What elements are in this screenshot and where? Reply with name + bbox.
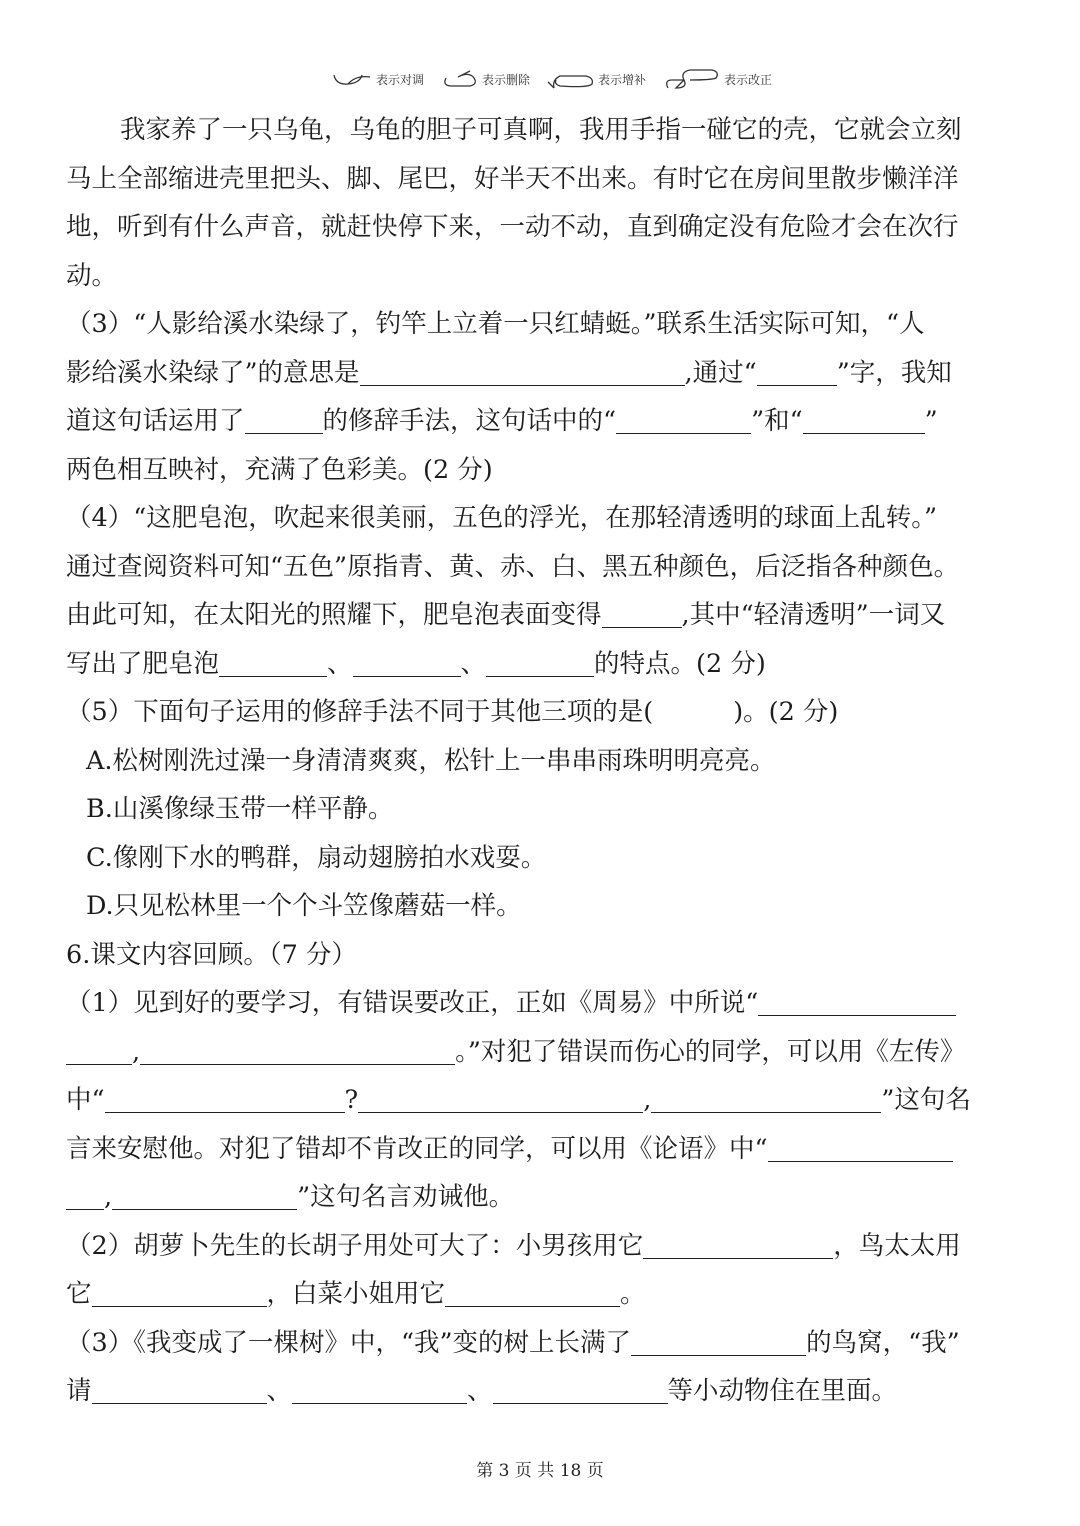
legend-delete: [440, 68, 530, 90]
insert-mark-icon: [546, 68, 596, 90]
text: 等小动物住在里面。: [667, 1376, 898, 1406]
text: 的鸟窝，“我”: [806, 1327, 960, 1358]
passage-line: 马上全部缩进壳里把头、脚、尾巴，好半天不出来。有时它在房间里散步懒洋洋: [66, 163, 959, 194]
text: 写出了肥皂泡: [66, 648, 220, 679]
question-3-stem: （3）“人影给溪水染绿了，钓竿上立着一只红蜻蜓。”联系生活实际可知，“人: [66, 309, 925, 339]
text: 、: [327, 648, 353, 679]
text: （1）见到好的要学习，有错误要改正，正如《周易》中所说“: [66, 988, 759, 1018]
text: ”字，我知: [836, 357, 952, 388]
legend-label: 表示改正: [724, 72, 773, 87]
question-6-2-line: [66, 1222, 1016, 1271]
question-6-3-line: [66, 1319, 1016, 1368]
question-3-line: [66, 349, 1016, 398]
question-4-line: 通过查阅资料可知“五色”原指青、黄、赤、白、黑五种颜色，后泛指各种颜色。: [66, 551, 960, 582]
answer-blank[interactable]: [105, 1078, 345, 1113]
text: 它: [66, 1279, 92, 1309]
text: 。: [620, 1279, 646, 1309]
answer-blank[interactable]: [292, 1369, 467, 1404]
answer-blank[interactable]: [616, 399, 751, 434]
text: ”和“: [751, 406, 803, 436]
swap-mark-icon: [330, 69, 374, 89]
passage-line: 地，听到有什么声音，就赶快停下来，一动不动，直到确定没有危险才会在次行: [66, 212, 959, 242]
answer-blank[interactable]: [66, 1030, 132, 1065]
text: 道这句话运用了: [66, 406, 245, 436]
answer-blank[interactable]: [631, 1321, 806, 1356]
question-4-line: [66, 591, 1016, 640]
answer-blank[interactable]: [757, 351, 837, 386]
text: 影给溪水染绿了”的意思是: [66, 357, 360, 388]
text: ，白菜小姐用它: [266, 1279, 446, 1309]
question-4-line: [66, 640, 1016, 689]
text: ，鸟太太用: [833, 1230, 961, 1261]
text: ,其中“轻清透明”一词又: [681, 600, 946, 630]
option-d[interactable]: D.只见松林里一个个斗笠像蘑菇一样。: [86, 891, 522, 921]
legend-label: 表示对调: [376, 72, 425, 87]
text: （5）下面句子运用的修辞手法不同于其他三项的是(: [66, 697, 654, 727]
text: 由此可知，在太阳光的照耀下，肥皂泡表面变得: [66, 600, 602, 630]
question-6-1-line: [66, 1076, 1016, 1125]
text: ,通过“: [684, 357, 757, 388]
question-6-3-line: [66, 1367, 1016, 1416]
legend-label: 表示增补: [598, 72, 647, 87]
text: 中“: [66, 1085, 105, 1115]
answer-blank[interactable]: [651, 1078, 881, 1113]
text: 、: [467, 1376, 493, 1406]
question-3-line: [66, 397, 1016, 446]
answer-blank[interactable]: [353, 642, 461, 677]
question-6-1-line: [66, 979, 1016, 1028]
text: ”: [924, 406, 938, 436]
text: 。”对犯了错误而伤心的同学，可以用《左传》: [455, 1036, 966, 1067]
answer-blank[interactable]: [219, 642, 327, 677]
answer-blank[interactable]: [803, 399, 925, 434]
answer-blank[interactable]: [92, 1369, 267, 1404]
answer-blank[interactable]: [445, 1272, 620, 1307]
answer-blank[interactable]: [358, 1078, 643, 1113]
text: )。(2 分): [733, 697, 839, 727]
answer-blank[interactable]: [602, 593, 682, 628]
page-number: 第 3 页 共 18 页: [476, 1461, 604, 1481]
question-6-2-line: [66, 1270, 1016, 1319]
text: 、: [460, 648, 487, 679]
answer-blank[interactable]: [112, 1175, 297, 1210]
text: 请: [66, 1376, 92, 1406]
answer-blank[interactable]: [92, 1272, 267, 1307]
answer-blank[interactable]: [140, 1030, 455, 1065]
text: （3）《我变成了一棵树》中，“我”变的树上长满了: [66, 1327, 632, 1358]
question-4-stem: （4）“这肥皂泡，吹起来很美丽，五色的浮光，在那轻清透明的球面上乱转。”: [66, 503, 938, 533]
text: （2）胡萝卜先生的长胡子用处可大了：小男孩用它: [66, 1230, 644, 1261]
text: ,: [104, 1182, 113, 1212]
text: ”这句名言劝诫他。: [297, 1182, 515, 1212]
text: 的特点。(2 分): [594, 648, 766, 679]
question-6-1-line: [66, 1173, 1016, 1222]
option-a[interactable]: A.松树刚洗过澡一身清清爽爽，松针上一串串雨珠明明亮亮。: [86, 745, 776, 776]
text: ,: [132, 1036, 141, 1067]
passage-line: 动。: [66, 260, 118, 291]
legend-label: 表示删除: [482, 72, 531, 87]
answer-blank[interactable]: [245, 399, 323, 434]
answer-blank[interactable]: [768, 1127, 953, 1162]
legend-swap: [330, 69, 424, 89]
correction-marks-legend: [330, 64, 810, 94]
question-5-stem: [66, 688, 1016, 737]
legend-insert: [546, 68, 646, 90]
option-c[interactable]: C.像刚下水的鸭群，扇动翅膀拍水戏耍。: [86, 842, 547, 873]
legend-correct: [662, 66, 772, 92]
text: ”这句名: [881, 1085, 971, 1115]
question-6-title: 6.课文内容回顾。（7 分）: [66, 939, 357, 970]
text: 、: [266, 1376, 293, 1406]
answer-blank[interactable]: [66, 1175, 104, 1210]
question-3-line: 两色相互映衬，充满了色彩美。(2 分): [66, 454, 493, 485]
answer-blank[interactable]: [493, 1369, 668, 1404]
text: 的修辞手法，这句话中的“: [322, 406, 617, 436]
question-6-1-line: [66, 1125, 1016, 1174]
question-6-1-line: [66, 1028, 1016, 1077]
passage-line: 我家养了一只乌龟，乌龟的胆子可真啊，我用手指一碰它的壳，它就会立刻: [120, 115, 962, 145]
option-b[interactable]: B.山溪像绿玉带一样平静。: [86, 794, 394, 824]
answer-blank[interactable]: [643, 1224, 833, 1259]
answer-blank[interactable]: [360, 351, 685, 386]
text: 言来安慰他。对犯了错却不肯改正的同学，可以用《论语》中“: [66, 1133, 768, 1164]
worksheet-content: [66, 106, 1016, 1416]
answer-blank[interactable]: [486, 642, 594, 677]
correct-mark-icon: [662, 66, 722, 92]
text: ,: [643, 1085, 652, 1115]
text: ?: [344, 1085, 359, 1115]
delete-mark-icon: [440, 68, 480, 90]
answer-blank[interactable]: [758, 981, 956, 1016]
